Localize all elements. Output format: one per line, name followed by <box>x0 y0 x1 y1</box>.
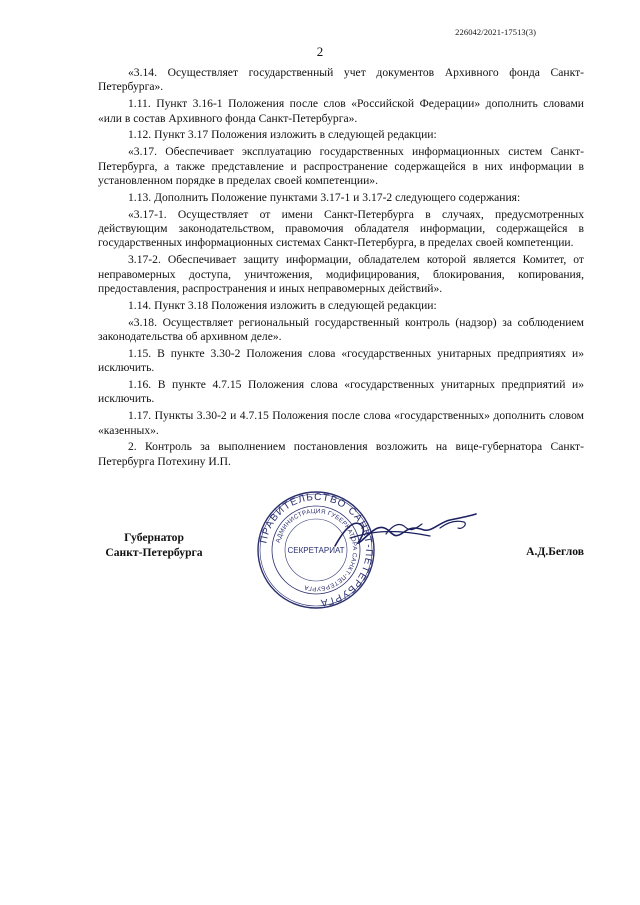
paragraph-3-17-1: «3.17-1. Осуществляет от имени Санкт-Петербурга в случаях, предусмотренных действующим законодательством, правомочия обладателя информации, содержащейся в государственных информационных системах Санкт-Петербурга, в пределах своей компетенции. <box>98 207 584 250</box>
signature-block <box>98 490 584 610</box>
paragraph-1-15: 1.15. В пункте 3.30-2 Положения слова «государственных унитарных предприятиях и» исключить. <box>98 346 584 375</box>
signatory-title-line1: Губернатор <box>124 531 184 544</box>
handwritten-signature-icon <box>330 508 480 558</box>
paragraph-2: 2. Контроль за выполнением постановления возложить на вице-губернатора Санкт-Петербурга Потехину И.П. <box>98 440 584 468</box>
page-number: 2 <box>316 44 324 59</box>
seal-inner-text: АДМИНИСТРАЦИЯ ГУБЕРНАТОРА САНКТ-ПЕТЕРБУРГА <box>274 507 359 593</box>
paragraph-3-18: «3.18. Осуществляет региональный государственный контроль (надзор) за соблюдением законодательства об архивном деле». <box>98 315 584 344</box>
document-number: 226042/2021-17513(3) <box>455 27 536 37</box>
signatory-title-line2: Санкт-Петербурга <box>105 546 203 559</box>
paragraph-1-17: 1.17. Пункты 3.30-2 и 4.7.15 Положения после слова «государственных» дополнить словом «казенных». <box>98 409 584 437</box>
paragraph-3-14: «3.14. Осуществляет государственный учет документов Архивного фонда Санкт-Петербурга». <box>98 66 584 94</box>
paragraph-1-14: 1.14. Пункт 3.18 Положения изложить в следующей редакции: <box>128 298 437 312</box>
paragraph-1-11: 1.11. Пункт 3.16-1 Положения после слов «Российской Федерации» дополнить словами «или в состав Архивного фонда Санкт-Петербурга». <box>98 97 584 125</box>
document-body <box>98 66 584 472</box>
paragraph-1-13: 1.13. Дополнить Положение пунктами 3.17-1 и 3.17-2 следующего содержания: <box>128 190 521 204</box>
paragraph-1-12: 1.12. Пункт 3.17 Положения изложить в следующей редакции: <box>128 128 437 142</box>
seal-center-text: СЕКРЕТАРИАТ <box>287 546 345 555</box>
signatory-name: А.Д.Беглов <box>526 545 584 558</box>
paragraph-1-16: 1.16. В пункте 4.7.15 Положения слова «государственных унитарных предприятий и» исключить. <box>98 378 584 406</box>
signatory-title <box>98 530 210 560</box>
paragraph-3-17: «3.17. Обеспечивает эксплуатацию государственных информационных систем Санкт-Петербурга, а также представление и распространение содержащейся в них информации в установленном порядке в пределах своей компетенции». <box>98 145 584 188</box>
paragraph-3-17-2: 3.17-2. Обеспечивает защиту информации, обладателем которой является Комитет, от неправомерных доступа, уничтожения, модифицирования, блокирования, копирования, предоставления, распространения и иных неправомерных действий». <box>98 253 584 296</box>
seal-outer-text: ПРАВИТЕЛЬСТВО САНКТ-ПЕТЕРБУРГА <box>258 491 375 608</box>
